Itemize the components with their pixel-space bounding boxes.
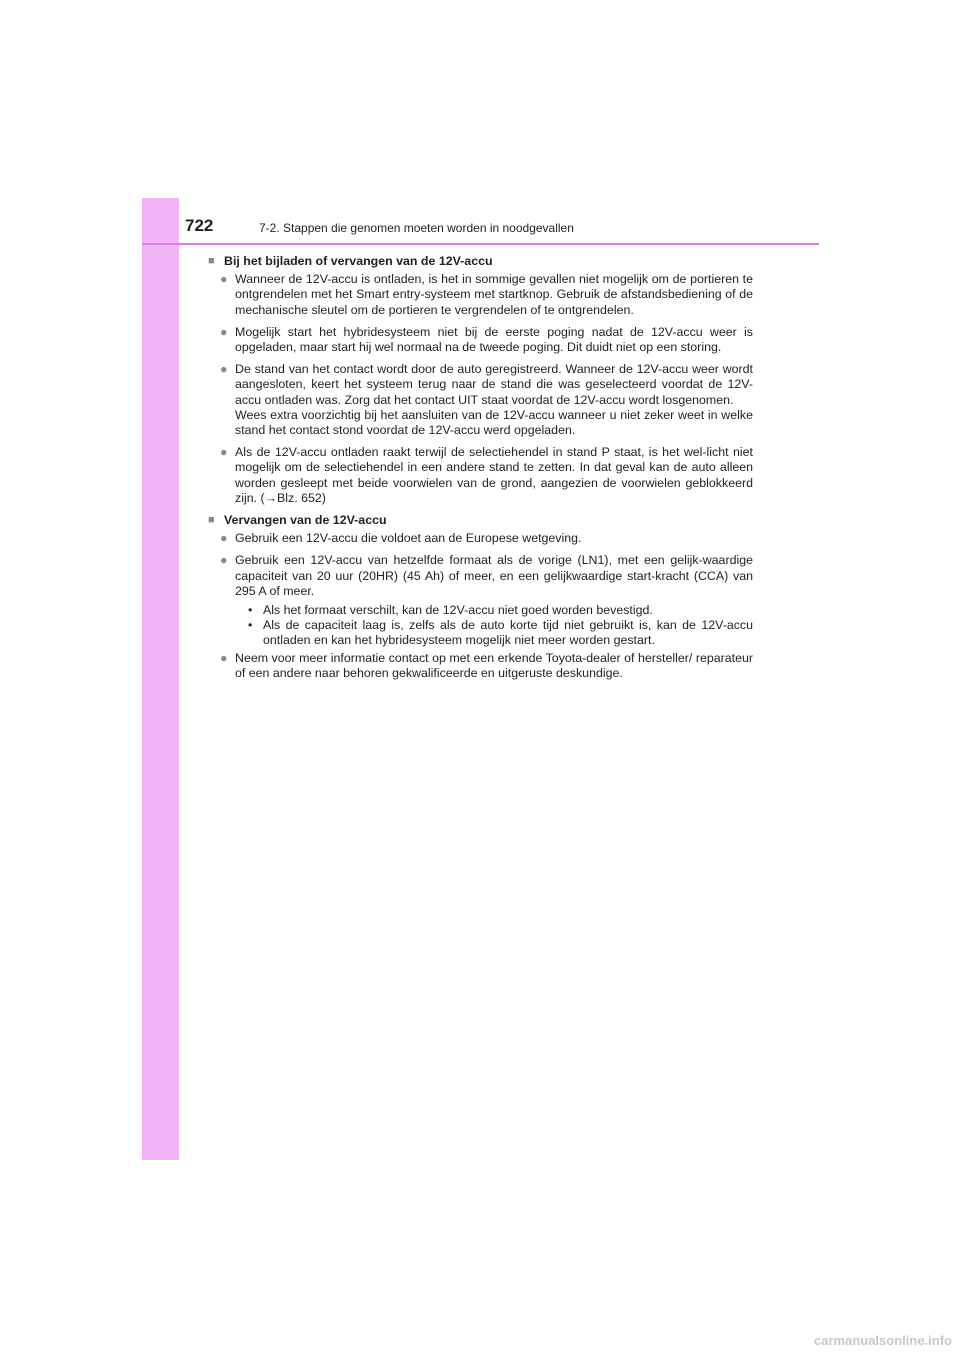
square-bullet-icon: ■ [208, 255, 215, 267]
circle-bullet-icon: ● [220, 531, 228, 546]
circle-bullet-icon: ● [220, 553, 228, 568]
list-item: ● Neem voor meer informatie contact op met een erkende Toyota-dealer of hersteller/ reparateur of een andere naar behoren gekwalificeerde en uitgeruste deskundige. [220, 650, 753, 680]
circle-bullet-icon: ● [220, 650, 228, 665]
running-head: 7-2. Stappen die genomen moeten worden in noodgevallen [259, 221, 574, 235]
sub-list [208, 603, 753, 649]
page-content [208, 254, 753, 688]
sub-list-item: • Als het formaat verschilt, kan de 12V-accu niet goed worden bevestigd. [248, 603, 653, 618]
list-item: ● Wanneer de 12V-accu is ontladen, is het in sommige gevallen niet mogelijk om de portieren te ontgrendelen met het Smart entry-systeem met startknop. Gebruik de afstandsbediening of de mechanische sleutel om de portieren te vergrendelen of te ontgrendelen. [220, 272, 753, 317]
list-item: ● Gebruik een 12V-accu die voldoet aan de Europese wetgeving. [220, 531, 582, 546]
circle-bullet-icon: ● [220, 324, 228, 339]
chapter-sidebar-tab [142, 198, 179, 1160]
circle-bullet-icon: ● [220, 272, 228, 287]
list-item: ● De stand van het contact wordt door de auto geregistreerd. Wanneer de 12V-accu weer wordt aangesloten, keert het systeem terug naar de stand die was geselecteerd voordat de 12V-accu ontladen was. Zorg dat het contact UIT staat voordat de 12V-accu wordt losgenomen. Wees extra voorzichtig bij het aansluiten van de 12V-accu wanneer u niet zeker weet in welke stand het contact stond voordat de 12V-accu werd opgeladen. [220, 362, 753, 438]
list-item: ● Mogelijk start het hybridesysteem niet bij de eerste poging nadat de 12V-accu weer is opgeladen, maar start hij wel normaal na de tweede poging. Dit duidt niet op een storing. [220, 324, 753, 355]
header-rule [142, 243, 819, 245]
dot-bullet-icon: • [248, 618, 253, 633]
sub-list-item: • Als de capaciteit laag is, zelfs als de auto korte tijd niet gebruikt is, kan de 12V-accu ontladen en kan het hybridesysteem mogelijk niet meer worden gestart. [248, 618, 753, 648]
section-title: ■ Vervangen van de 12V-accu [208, 513, 387, 528]
list-item: ● Als de 12V-accu ontladen raakt terwijl de selectiehendel in stand P staat, is het wel-licht niet mogelijk om de selectiehendel in een andere stand te zetten. In dat geval kan de auto alleen worden gesleept met beide voorwielen van de grond, aangezien de voorwielen geblokkeerd zijn. (→Blz. 652) [220, 445, 753, 505]
page-number: 722 [185, 216, 214, 235]
section-title: ■ Bij het bijladen of vervangen van de 12V-accu [208, 254, 493, 268]
dot-bullet-icon: • [248, 603, 253, 618]
list-item: ● Gebruik een 12V-accu van hetzelfde formaat als de vorige (LN1), met een gelijk-waardige capaciteit van 20 uur (20HR) (45 Ah) of meer, en een gelijkwaardige start-kracht (CCA) van 295 A of meer. [220, 553, 753, 598]
circle-bullet-icon: ● [220, 445, 228, 460]
watermark: carmanualsonline.info [814, 1333, 952, 1348]
circle-bullet-icon: ● [220, 362, 228, 377]
square-bullet-icon: ■ [208, 514, 215, 527]
